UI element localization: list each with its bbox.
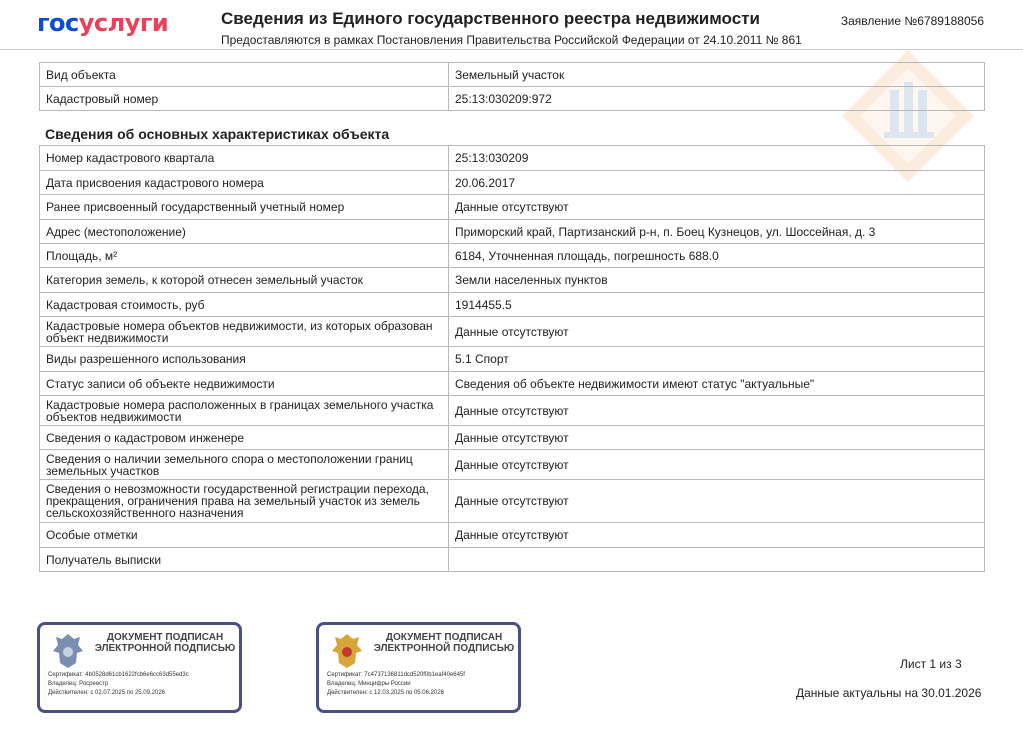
object-type-label: Вид объекта xyxy=(40,63,449,87)
row-value: Данные отсутствуют xyxy=(449,480,985,523)
row-label: Категория земель, к которой отнесен земельный участок xyxy=(40,268,449,293)
signature-valid: Действителен: с 12.03.2025 по 05.06.2026 xyxy=(327,690,444,696)
signature-owner: Владелец: Росреестр xyxy=(48,681,109,687)
table-row xyxy=(40,347,985,372)
row-label: Получатель выписки xyxy=(40,548,449,572)
emblem-icon xyxy=(329,631,365,671)
table-row xyxy=(40,426,985,450)
row-label: Ранее присвоенный государственный учетный номер xyxy=(40,195,449,220)
row-label: Адрес (местоположение) xyxy=(40,220,449,244)
row-label: Номер кадастрового квартала xyxy=(40,146,449,171)
table-row xyxy=(40,268,985,293)
signature-title: ДОКУМЕНТ ПОДПИСАН ЭЛЕКТРОННОЙ ПОДПИСЬЮ xyxy=(94,632,236,654)
signature-valid: Действителен: с 02.07.2025 по 25.09.2026 xyxy=(48,690,165,696)
table-row xyxy=(40,317,985,347)
table-row xyxy=(40,480,985,523)
row-value: Приморский край, Партизанский р-н, п. Боец Кузнецов, ул. Шоссейная, д. 3 xyxy=(449,220,985,244)
row-label: Сведения о наличии земельного спора о местоположении границ земельных участков xyxy=(40,450,449,480)
emblem-icon xyxy=(50,631,86,671)
signature-owner: Владелец: Минцифры России xyxy=(327,681,411,687)
signature-stamp-mintsifry xyxy=(316,622,521,713)
table-row xyxy=(40,171,985,195)
row-value: Данные отсутствуют xyxy=(449,426,985,450)
characteristics-table xyxy=(39,145,985,572)
row-value: 6184, Уточненная площадь, погрешность 688.0 xyxy=(449,244,985,268)
table-row xyxy=(40,396,985,426)
data-actual-date: Данные актуальны на 30.01.2026 xyxy=(796,686,982,700)
logo-part-gos: гос xyxy=(37,9,79,37)
table-row xyxy=(40,195,985,220)
gosuslugi-logo xyxy=(37,9,168,37)
signature-certificate: Сертификат: 7c4737136811dcd520f0b1eaf40e645f xyxy=(327,672,465,678)
row-label: Кадастровые номера расположенных в границах земельного участка объектов недвижимости xyxy=(40,396,449,426)
row-label: Площадь, м² xyxy=(40,244,449,268)
row-label: Статус записи об объекте недвижимости xyxy=(40,372,449,396)
row-label: Сведения о кадастровом инженере xyxy=(40,426,449,450)
table-row xyxy=(40,244,985,268)
request-number: Заявление №6789188056 xyxy=(840,14,984,28)
row-value: Сведения об объекте недвижимости имеют статус "актуальные" xyxy=(449,372,985,396)
row-value: Данные отсутствуют xyxy=(449,317,985,347)
row-value: Данные отсутствуют xyxy=(449,195,985,220)
table-row xyxy=(40,548,985,572)
cadastral-number-value: 25:13:030209:972 xyxy=(449,87,985,111)
row-value: Данные отсутствуют xyxy=(449,523,985,548)
row-value: 1914455.5 xyxy=(449,293,985,317)
table-row xyxy=(40,63,985,87)
page-counter: Лист 1 из 3 xyxy=(900,657,962,671)
row-label: Дата присвоения кадастрового номера xyxy=(40,171,449,195)
table-row xyxy=(40,450,985,480)
signature-title: ДОКУМЕНТ ПОДПИСАН ЭЛЕКТРОННОЙ ПОДПИСЬЮ xyxy=(373,632,515,654)
row-value: 20.06.2017 xyxy=(449,171,985,195)
object-info-table xyxy=(39,62,985,111)
row-label: Сведения о невозможности государственной регистрации перехода, прекращения, ограничения права на земельный участок из земель сельскохозяйственного назначения xyxy=(40,480,449,523)
table-row xyxy=(40,220,985,244)
section-title: Сведения об основных характеристиках объекта xyxy=(45,126,390,142)
document-title: Сведения из Единого государственного реестра недвижимости xyxy=(221,9,760,28)
signature-certificate: Сертификат: 4b0528d61cb1622fcb6e6cc63d55ed3c xyxy=(48,672,189,678)
row-label: Особые отметки xyxy=(40,523,449,548)
row-label: Виды разрешенного использования xyxy=(40,347,449,372)
logo-part-uslugi: услуги xyxy=(78,9,169,37)
row-label: Кадастровая стоимость, руб xyxy=(40,293,449,317)
table-row xyxy=(40,293,985,317)
row-value: 25:13:030209 xyxy=(449,146,985,171)
row-value: 5.1 Спорт xyxy=(449,347,985,372)
document-subtitle: Предоставляются в рамках Постановления Правительства Российской Федерации от 24.10.2011 № 861 xyxy=(221,33,802,47)
signature-stamp-rosreestr xyxy=(37,622,242,713)
row-value xyxy=(449,548,985,572)
row-value: Данные отсутствуют xyxy=(449,396,985,426)
object-type-value: Земельный участок xyxy=(449,63,985,87)
table-row xyxy=(40,87,985,111)
table-row xyxy=(40,523,985,548)
row-value: Земли населенных пунктов xyxy=(449,268,985,293)
table-row xyxy=(40,146,985,171)
cadastral-number-label: Кадастровый номер xyxy=(40,87,449,111)
row-value: Данные отсутствуют xyxy=(449,450,985,480)
row-label: Кадастровые номера объектов недвижимости, из которых образован объект недвижимости xyxy=(40,317,449,347)
table-row xyxy=(40,372,985,396)
